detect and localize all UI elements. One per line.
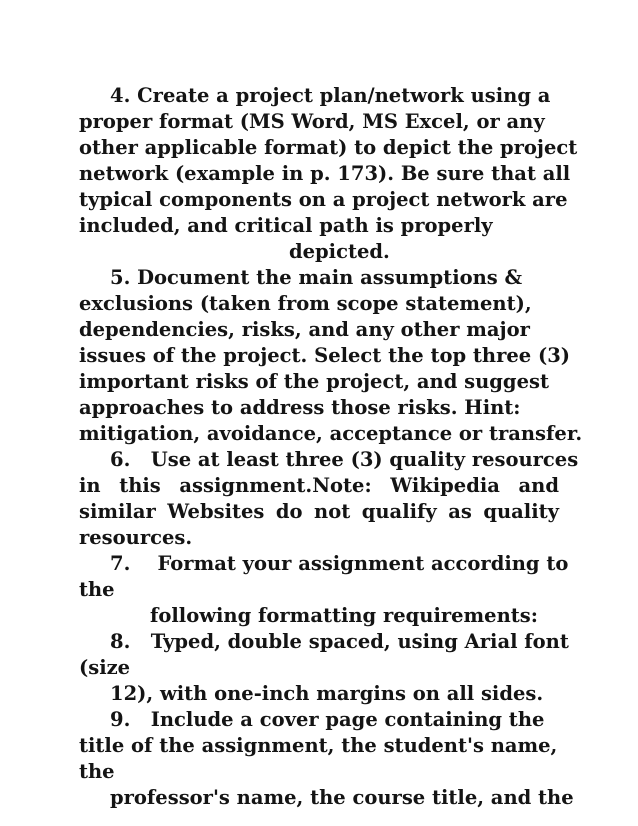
item-5-line-7: mitigation, avoidance, acceptance or transfer.: [79, 422, 583, 445]
word: quality: [483, 500, 559, 523]
item-6-line-2: [79, 473, 559, 499]
item-4-line-4: network (example in p. 173). Be sure that all: [79, 162, 571, 185]
word: in: [79, 474, 101, 497]
word: Websites: [167, 500, 265, 523]
item-9-line-2: title of the assignment, the student's name,: [79, 734, 558, 757]
item-5-line-1: 5. Document the main assumptions &: [110, 266, 523, 289]
word: this: [119, 474, 161, 497]
word: as: [448, 500, 472, 523]
item-7-line-1: 7. Format your assignment according to: [110, 552, 569, 575]
word: not: [314, 500, 351, 523]
item-6-line-3: [79, 499, 559, 525]
item-5-line-5: important risks of the project, and suggest: [79, 370, 549, 393]
item-4-line-2: proper format (MS Word, MS Excel, or any: [79, 110, 545, 133]
item-4-line-1: 4. Create a project plan/network using a: [110, 84, 551, 107]
item-6-line-4: resources.: [79, 526, 193, 549]
item-8-line-2: (size: [79, 656, 131, 679]
item-7-line-3: following formatting requirements:: [150, 604, 538, 627]
item-4-line-5: typical components on a project network are: [79, 188, 568, 211]
item-5-line-3: dependencies, risks, and any other major: [79, 318, 530, 341]
item-9-line-3: the: [79, 760, 115, 783]
item-4-line-7: depicted.: [289, 240, 390, 263]
word: qualify: [361, 500, 437, 523]
word: do: [275, 500, 303, 523]
word: Wikipedia: [390, 474, 500, 497]
item-4-line-3: other applicable format) to depict the project: [79, 136, 578, 159]
item-5-line-6: approaches to address those risks. Hint:: [79, 396, 521, 419]
item-8-line-1: 8. Typed, double spaced, using Arial font: [110, 630, 569, 653]
item-5-line-4: issues of the project. Select the top three (3): [79, 344, 570, 367]
word: and: [518, 474, 559, 497]
word: similar: [79, 500, 156, 523]
item-7-line-2: the: [79, 578, 115, 601]
item-9-line-4: professor's name, the course title, and the: [110, 786, 574, 809]
item-8-line-3: 12), with one-inch margins on all sides.: [110, 682, 544, 705]
item-4-line-6: included, and critical path is properly: [79, 214, 493, 237]
item-9-line-1: 9. Include a cover page containing the: [110, 708, 545, 731]
word: assignment.Note:: [179, 474, 372, 497]
item-5-line-2: exclusions (taken from scope statement),: [79, 292, 532, 315]
item-6-line-1: 6. Use at least three (3) quality resources: [110, 448, 579, 471]
